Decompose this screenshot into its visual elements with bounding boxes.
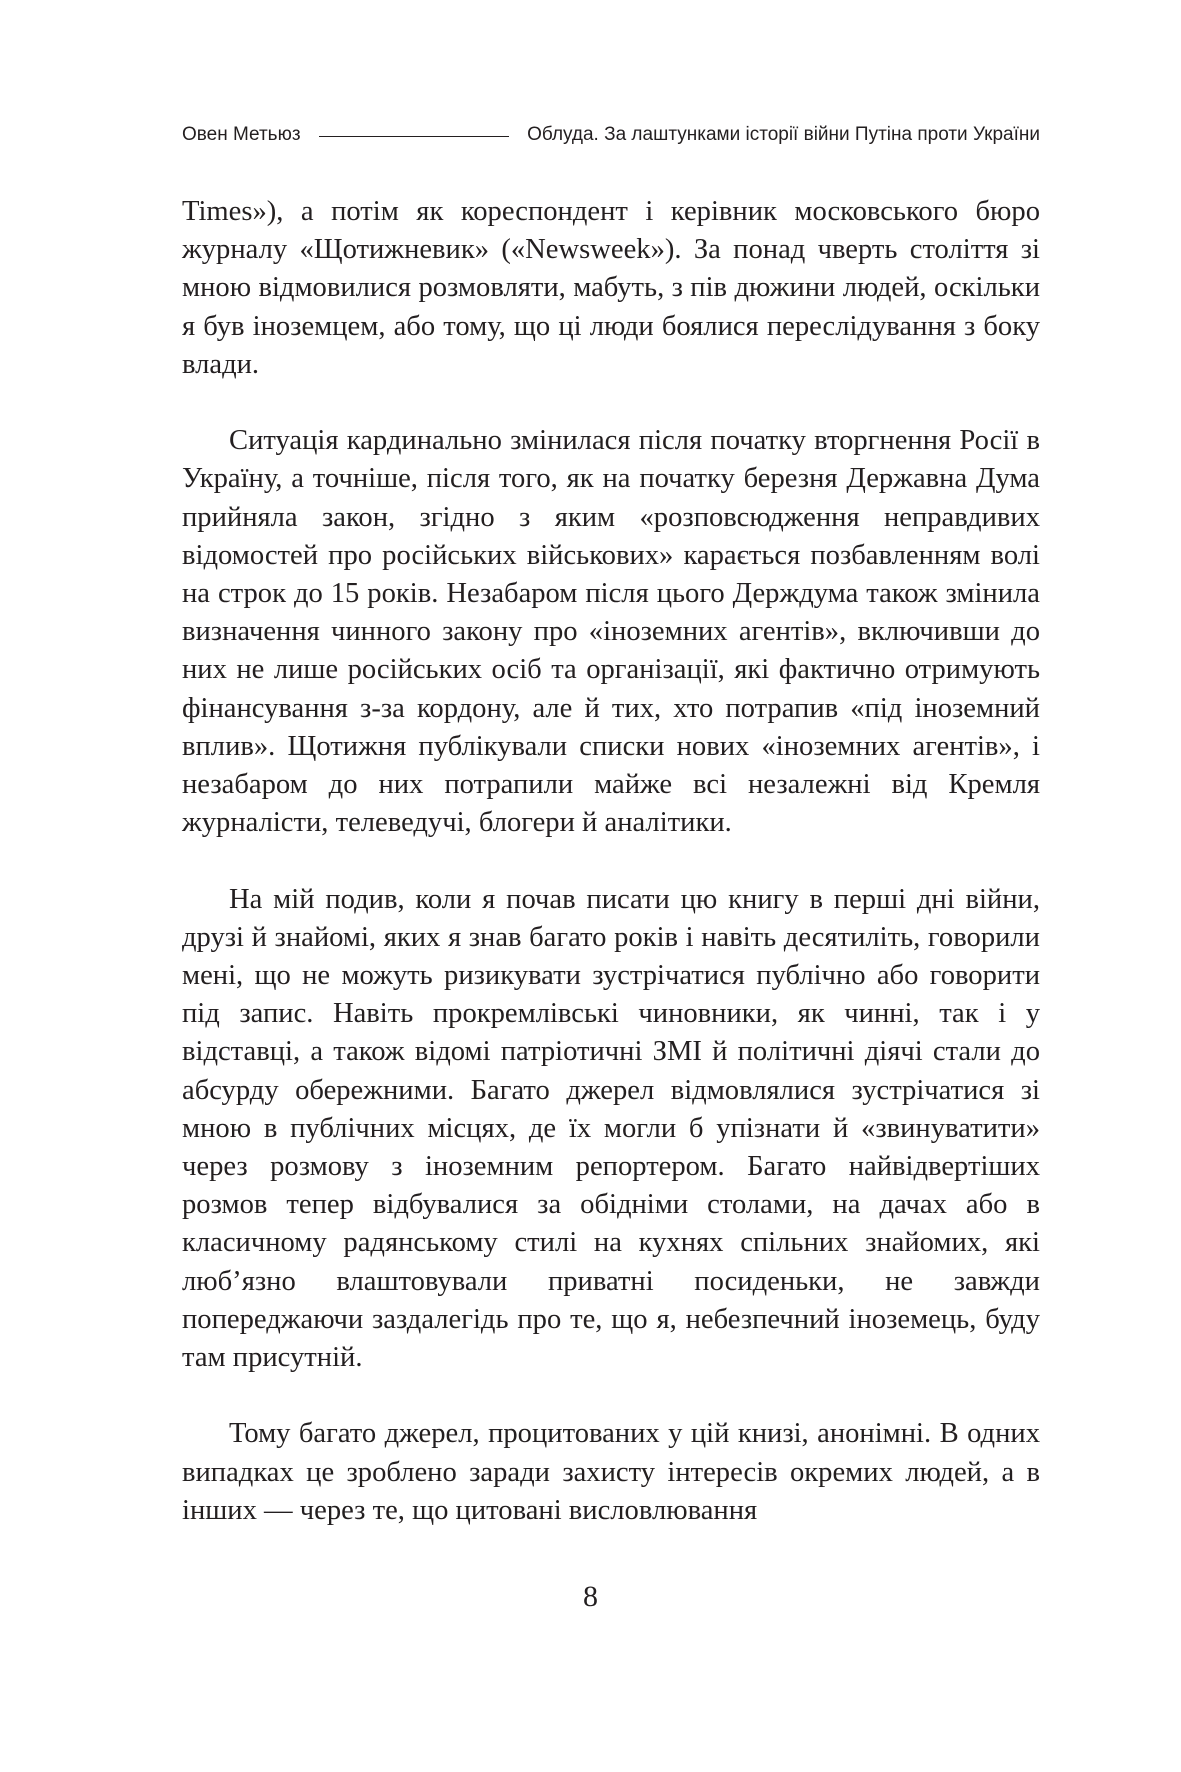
paragraph-4: Тому багато джерел, процитованих у цій книзі, анонімні. В одних випадках це зроблено заради захисту інтересів окремих людей, а в інших — через те, що цитовані висловлювання	[182, 1418, 1040, 1526]
paragraph-3: На мій подив, коли я почав писати цю книгу в перші дні війни, друзі й знайомі, яких я знав багато років і навіть десятиліть, говорили мені, що не можуть ризикувати зустрічатися публічно або говорити під запис. Навіть прокремлівські чиновники, як чинні, так і у відставці, а також відомі патріотичні ЗМІ й політичні діячі стали до абсурду обережними. Багато джерел відмовлялися зустрічатися зі мною в публічних місцях, де їх могли б упізнати й «звинуватити» через розмову з іноземним репортером. Багато найвідвертіших розмов тепер відбувалися за обідніми столами, на дачах або в класичному радянському стилі на кухнях спільних знайомих, які люб’язно влаштовували приватні посиденьки, не завжди попереджаючи заздалегідь про те, що я, небезпечний іноземець, буду там присутній.	[182, 883, 1040, 1374]
header-author: Овен Метьюз	[182, 124, 301, 145]
header-rule	[319, 136, 510, 137]
page-number: 8	[583, 1580, 598, 1613]
running-header	[182, 120, 1040, 150]
body-text	[182, 193, 1040, 1530]
paragraph-2: Ситуація кардинально змінилася після початку вторгнення Росії в Україну, а точніше, після того, як на початку березня Державна Дума прийняла закон, згідно з яким «розповсюдження неправдивих відомостей про російських військових» карається позбавленням волі на строк до 15 років. Незабаром після цього Держдума також змінила визначення чинного закону про «іноземних агентів», включивши до них не лише російських осіб та організації, які фактично отримують фінансування з-за кордону, але й тих, хто потрапив «під іноземний вплив». Щотижня публікували списки нових «іноземних агентів», і незабаром до них потрапили майже всі незалежні від Кремля журналісти, телеведучі, блогери й аналітики.	[182, 425, 1040, 839]
header-book-title: Облуда. За лаштунками історії війни Путіна проти України	[527, 124, 1040, 145]
paragraph-1: Times»), а потім як кореспондент і керівник московського бюро журналу «Щотижневик» («Newsweek»). За понад чверть століття зі мною відмовилися розмовляти, мабуть, з пів дюжини людей, оскільки я був іноземцем, або тому, що ці люди боялися переслідування з боку влади.	[182, 196, 1040, 380]
